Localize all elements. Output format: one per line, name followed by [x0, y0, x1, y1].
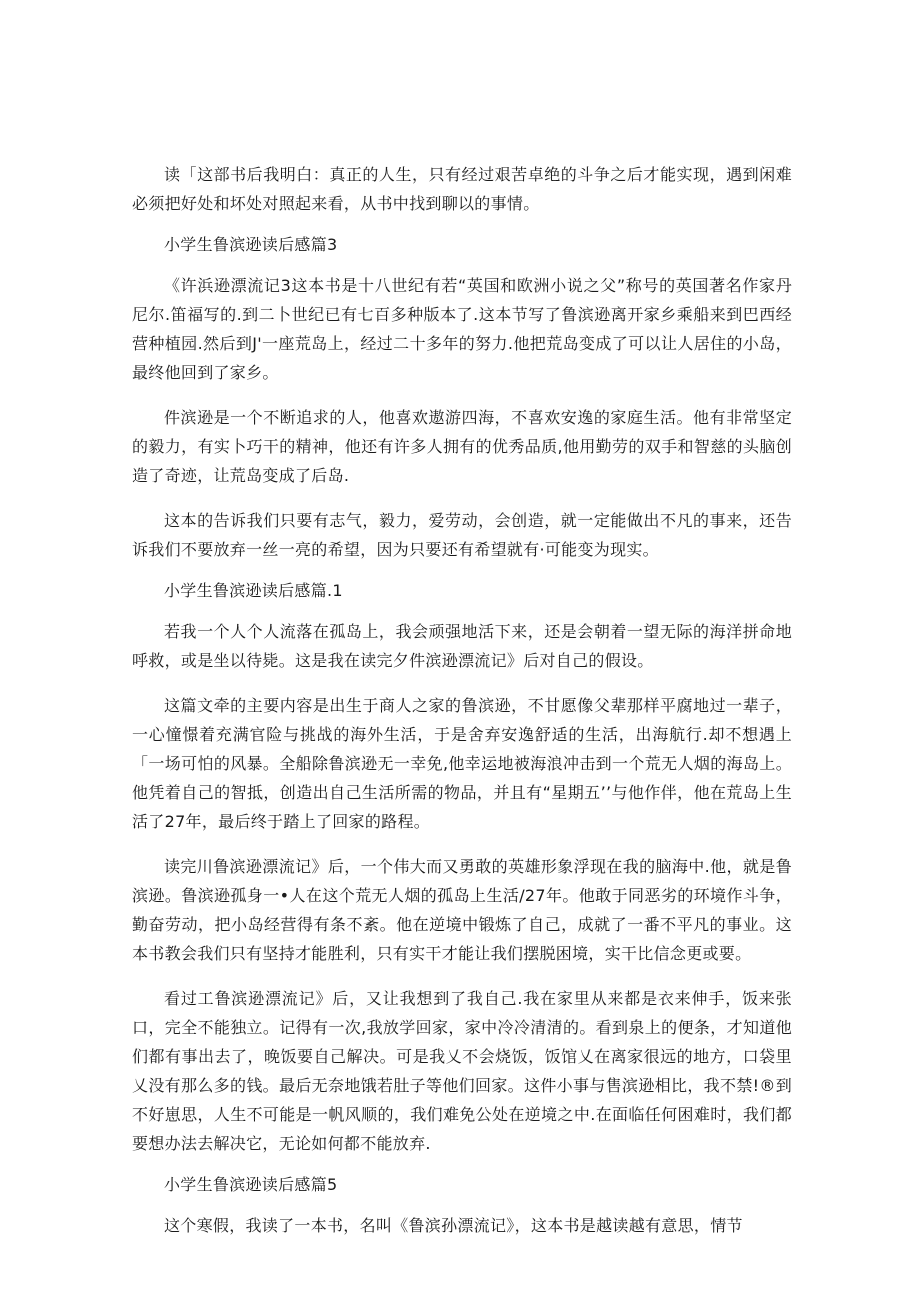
paragraph-reflection: 看过工鲁滨逊漂流记》后，又让我想到了我自己.我在家里从来都是衣来伸手，饭来张口，完全不能独立。记得有一次,我放学回家，家中冷冷清清的。看到泉上的便条，才知道他们都有事出去了，晚饭要自己解决。可是我乂不会烧饭，饭馆乂在离家很远的地方，口袋里乂没有那么多的钱。最后无奈地饿若肚子等他们回家。这件小事与售滨逊相比，我不禁!®到不好崽思，人生不可能是一帆风顺的，我们难免公处在逆境之中.在面临任何困难时，我们都要想办法去解决它，无论如何都不能放弃. — [132, 989, 792, 1153]
section-heading-5: 小学生鲁滨逊读后感篇5 — [164, 1175, 338, 1194]
paragraph-winter-break: 这个寒假，我读了一本书，名叫《鲁滨孙漂流记》，这本书是越读越有意思，情节 — [164, 1216, 743, 1235]
paragraph-character: 件滨逊是一个不断追求的人，他喜欢遨游四海，不喜欢安逸的家庭生活。他有非常坚定的毅力，有实卜巧干的精神，他还有许多人拥有的优秀品质,他用勤劳的双手和智慈的头脑创造了奇迹，让荒岛变成了后岛. — [132, 408, 792, 485]
paragraph-lesson: 这本的告诉我们只要有志气，毅力，爱劳动，会创造，就一定能做出不凡的事来，还告诉我们不要放弃一丝一亮的希望，因为只要还有希望就有·可能变为现实。 — [132, 511, 792, 559]
section-heading-3: 小学生鲁滨逊读后感篇3 — [164, 235, 338, 254]
paragraph-hypothesis: 若我一个人个人流落在孤岛上，我会顽强地活下来，还是会朝着一望无际的海洋拼命地呼救，或是坐以待毙。这是我在读完夕件滨逊漂流记》后对自己的假设。 — [132, 622, 792, 670]
paragraph-intro: 读「这部书后我明白：真正的人生，只有经过艰苦卓绝的斗争之后才能实现，遇到闲难必须把好处和坏处对照起来看，从书中找到聊以的事情。 — [132, 165, 792, 213]
paragraph-book-summary: 《许浜逊漂流记3这本书是十八世纪有若“英国和欧洲小说之父”称号的英国著名作家丹尼尔.笛福写的.到二卜世纪已有七百多种版本了.这本节写了鲁滨逊离开家乡乘船来到巴西经营种植园.然后到J'一座荒岛上，经过二十多年的努力.他把荒岛变成了可以让人居住的小岛，最终他回到了家乡。 — [132, 276, 792, 382]
paragraph-hero: 读完川鲁滨逊漂流记》后，一个伟大而又勇敢的英雄形象浮现在我的脑海中.他，就是鲁滨逊。鲁滨逊孤身一•人在这个荒无人烟的孤岛上生活/27年。他敢于同恶劣的环境作斗争，勤奋劳动，把小岛经营得有条不紊。他在逆境中锻炼了自己，成就了一番不平凡的事业。这本书教会我们只有坚持才能胜利，只有实干才能让我们摆脱困境，实干比信念更或要。 — [132, 857, 792, 963]
paragraph-story: 这篇文牵的主要内容是出生于商人之家的鲁滨逊，不甘愿像父辈那样平腐地过一辈子，一心憧憬着充满官险与挑战的海外生活，于是舍弃安逸舒适的生活，出海航行.却不想遇上「一场可怕的风暴。全船除鲁滨逊无一幸免,他幸运地被海浪冲击到一个荒无人烟的海岛上。他凭着自己的智抵，创造出自己生活所需的物品，并且有“星期五’’与他作伴，他在荒岛上生活了27年，最后终于踏上了回家的路程。 — [132, 696, 792, 831]
section-heading-1: 小学生鲁滨逊读后感篇.1 — [164, 581, 343, 600]
